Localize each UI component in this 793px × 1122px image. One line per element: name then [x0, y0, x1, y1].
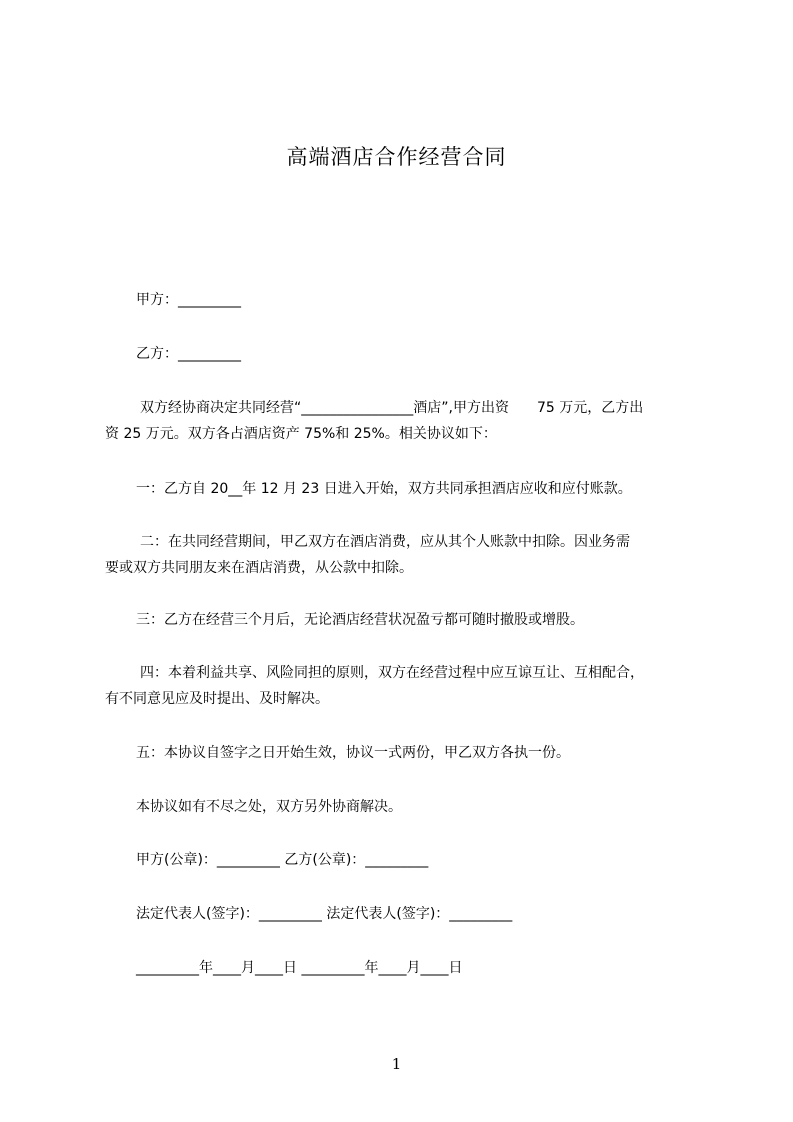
party-b-line: 乙方：_________ — [136, 346, 241, 362]
date-line: _________年____月____日 _________年____月____日 — [136, 960, 463, 976]
clause-1: 一：乙方自 20__年 12 月 23 日进入开始，双方共同承担酒店应收和应付账款。 — [136, 481, 632, 497]
party-a-line: 甲方：_________ — [136, 292, 241, 308]
clause-5: 五：本协议自签字之日开始生效，协议一式两份，甲乙双方各执一份。 — [136, 745, 570, 761]
document-title: 高端酒店合作经营合同 — [286, 145, 507, 169]
page-number: 1 — [391, 1055, 402, 1073]
clause-2-line-2: 要或双方共同朋友来在酒店消费，从公款中扣除。 — [105, 560, 413, 576]
intro-line-2: 资 25 万元。双方各占酒店资产 75%和 25%。相关协议如下： — [105, 426, 497, 442]
supplement-line: 本协议如有不尽之处，双方另外协商解决。 — [136, 799, 402, 815]
clause-3: 三：乙方在经营三个月后，无论酒店经营状况盈亏都可随时撤股或增股。 — [136, 612, 584, 628]
seal-line: 甲方(公章)：_________ 乙方(公章)：_________ — [136, 852, 429, 868]
clause-2-line-1: 二：在共同经营期间，甲乙双方在酒店消费，应从其个人账款中扣除。因业务需 — [140, 534, 630, 550]
clause-4-line-1: 四：本着利益共享、风险同担的原则，双方在经营过程中应互谅互让、互相配合， — [140, 665, 644, 681]
representative-line: 法定代表人(签字)：_________ 法定代表人(签字)：_________ — [136, 906, 513, 922]
intro-line-1: 双方经协商决定共同经营“________________酒店”,甲方出资 75 万元，乙方出 — [140, 400, 644, 416]
clause-4-line-2: 有不同意见应及时提出、及时解决。 — [105, 691, 329, 707]
